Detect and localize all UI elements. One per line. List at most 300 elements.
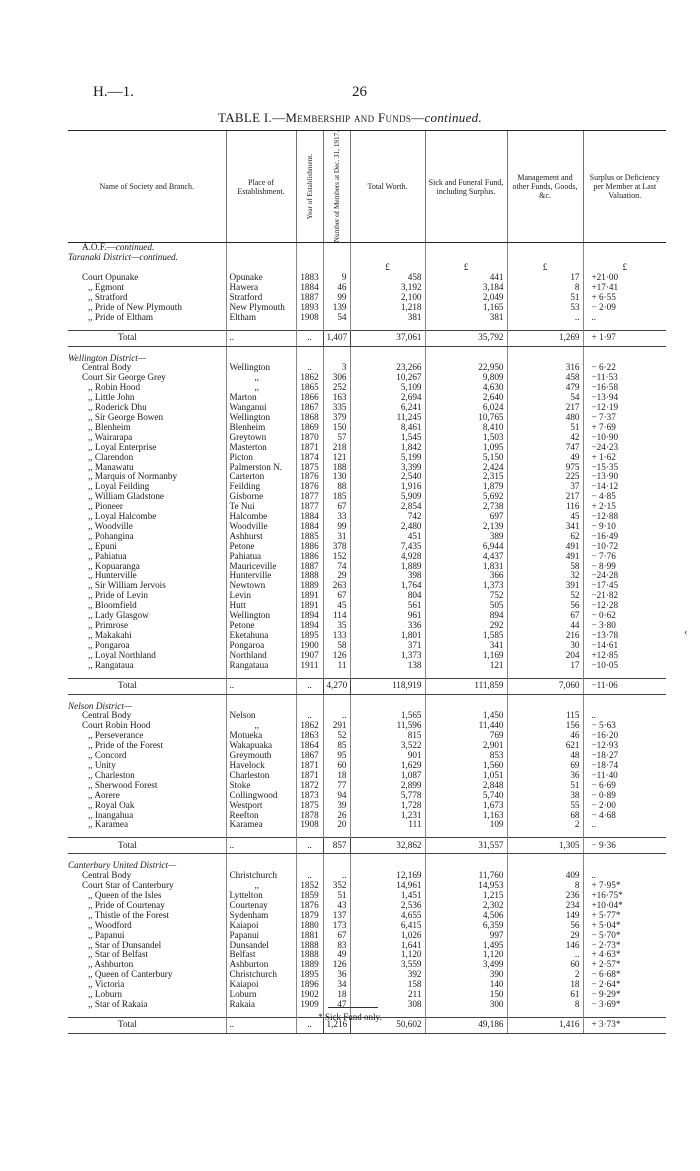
mgmt-value: 146 <box>565 940 580 950</box>
mgmt-value: 491 <box>565 551 580 561</box>
sick-value: 11,760 <box>478 871 504 881</box>
sick-value: 9,809 <box>482 373 504 383</box>
name-value: ,, Pride of the Forest <box>88 741 164 751</box>
name-value: ,, Star of Rakaia <box>88 1000 148 1009</box>
name-cell <box>68 512 226 522</box>
surplus-value: − 0·89 <box>591 790 616 800</box>
year-cell <box>296 303 323 313</box>
members-value: 54 <box>337 312 347 322</box>
name-cell <box>68 960 226 970</box>
year-cell <box>296 960 323 970</box>
year-cell <box>296 413 323 423</box>
place-value: Levin <box>229 591 251 601</box>
members-value: 34 <box>337 980 347 990</box>
sick-value: 6,024 <box>482 403 504 413</box>
surplus-value: − 2·73* <box>591 940 621 950</box>
sick-cell <box>425 453 507 463</box>
table-row <box>68 383 666 393</box>
mgmt-value: 1,269 <box>558 332 580 343</box>
empty-cell <box>296 243 323 253</box>
members-cell <box>323 413 350 423</box>
empty-cell <box>350 671 425 679</box>
name-value: ,, Loyal Halcombe <box>88 512 157 522</box>
table-row <box>68 791 666 801</box>
sick-value: 22,950 <box>478 363 504 373</box>
members-value: 130 <box>332 472 347 482</box>
surplus-value: −18·27 <box>591 751 619 761</box>
surplus-value: + 6·55 <box>591 292 616 302</box>
mgmt-cell <box>507 791 583 801</box>
surplus-value: −11·06 <box>591 680 618 691</box>
table-row <box>68 373 666 383</box>
empty-cell <box>507 323 583 331</box>
place-value: .. <box>229 332 235 343</box>
place-cell <box>226 711 296 721</box>
place-value: Motueka <box>229 731 263 741</box>
worth-cell <box>350 791 425 801</box>
name-value: Total <box>118 1019 137 1030</box>
sick-value: 111,859 <box>474 680 504 691</box>
table-row <box>68 273 666 283</box>
empty-cell <box>583 323 666 331</box>
mgmt-value: 747 <box>565 442 580 452</box>
members-value: 33 <box>337 512 347 522</box>
surplus-value: − 4·85 <box>591 492 616 502</box>
sick-value: 1,503 <box>482 432 504 442</box>
surplus-cell <box>583 950 666 960</box>
empty-cell <box>350 243 425 253</box>
sick-value: 3,499 <box>482 960 504 970</box>
place-value: Marton <box>229 393 257 403</box>
surplus-cell <box>583 363 666 373</box>
surplus-cell <box>583 751 666 761</box>
place-value: ,, <box>254 881 260 891</box>
sick-cell <box>425 781 507 791</box>
name-cell <box>68 801 226 811</box>
mgmt-cell <box>507 980 583 990</box>
surplus-cell <box>583 393 666 403</box>
worth-value: 1,231 <box>400 810 422 820</box>
sick-cell <box>425 502 507 512</box>
sick-cell <box>425 571 507 581</box>
mgmt-value: .. <box>574 312 580 322</box>
year-cell <box>296 453 323 463</box>
surplus-value: − 5·70* <box>591 930 621 940</box>
name-value: ,, Pride of New Plymouth <box>88 302 182 312</box>
total-worth-cell <box>350 838 425 854</box>
worth-cell <box>350 463 425 473</box>
mgmt-cell <box>507 921 583 931</box>
place-cell <box>226 911 296 921</box>
total-surplus-cell <box>583 330 666 346</box>
name-value: ,, Hunterville <box>88 571 137 581</box>
mgmt-cell <box>507 293 583 303</box>
surplus-value: − 3·80 <box>591 621 616 630</box>
place-cell <box>226 363 296 373</box>
place-value: Petone <box>229 541 255 551</box>
total-place-cell <box>226 678 296 694</box>
members-value: 857 <box>332 839 347 850</box>
worth-value: 2,540 <box>400 472 422 482</box>
place-cell <box>226 283 296 293</box>
sick-value: 1,051 <box>482 770 504 780</box>
surplus-value: + 2·15 <box>591 502 616 512</box>
mgmt-value: 30 <box>570 640 580 650</box>
sick-cell <box>425 293 507 303</box>
empty-cell <box>507 346 583 354</box>
total-surplus-cell <box>583 678 666 694</box>
empty-cell <box>425 702 507 712</box>
surplus-cell <box>583 1000 666 1010</box>
year-value: 1852 <box>300 881 319 891</box>
year-cell <box>296 950 323 960</box>
surplus-cell <box>583 293 666 303</box>
surplus-cell <box>583 781 666 791</box>
place-value: ,, <box>254 721 260 731</box>
sick-cell <box>425 611 507 621</box>
place-cell <box>226 781 296 791</box>
empty-cell <box>226 830 296 838</box>
empty-cell <box>323 323 350 331</box>
total-sick-cell <box>425 330 507 346</box>
heading-society: A.O.F.— <box>82 242 116 253</box>
worth-cell <box>350 721 425 731</box>
members-value: 185 <box>332 492 347 502</box>
mgmt-value: 67 <box>570 611 580 621</box>
surplus-cell <box>583 383 666 393</box>
sick-cell <box>425 931 507 941</box>
year-cell <box>296 611 323 621</box>
year-cell <box>296 423 323 433</box>
empty-cell <box>350 323 425 331</box>
place-cell <box>226 820 296 830</box>
surplus-value: −14·12 <box>591 482 619 492</box>
year-value: 1894 <box>300 611 319 621</box>
year-cell <box>296 751 323 761</box>
members-value: 139 <box>332 302 347 312</box>
worth-cell <box>350 502 425 512</box>
unit-mgmt: £ <box>507 263 583 273</box>
mgmt-cell <box>507 641 583 651</box>
surplus-cell <box>583 571 666 581</box>
mgmt-value: 409 <box>565 871 580 881</box>
surplus-value: −16·49 <box>591 531 619 541</box>
year-value: 1876 <box>300 900 319 910</box>
worth-value: 961 <box>407 611 422 621</box>
place-cell <box>226 403 296 413</box>
members-value: 74 <box>337 561 347 571</box>
mgmt-value: 204 <box>565 650 580 660</box>
members-value: 43 <box>337 900 347 910</box>
mgmt-value: 2 <box>574 970 580 980</box>
sick-cell <box>425 443 507 453</box>
table-row <box>68 901 666 911</box>
surplus-cell <box>583 601 666 611</box>
worth-value: 1,565 <box>400 711 422 721</box>
year-value: 1869 <box>300 422 319 432</box>
surplus-value: −10·90 <box>591 432 619 442</box>
empty-cell <box>226 671 296 679</box>
mgmt-value: 38 <box>570 790 580 800</box>
members-value: 379 <box>332 412 347 422</box>
surplus-cell <box>583 721 666 731</box>
sick-cell <box>425 463 507 473</box>
place-cell <box>226 871 296 881</box>
surplus-cell <box>583 731 666 741</box>
empty-cell <box>507 243 583 253</box>
year-value: 1862 <box>300 721 319 731</box>
mgmt-value: 2 <box>574 820 580 830</box>
name-cell <box>68 502 226 512</box>
sick-value: 2,315 <box>482 472 504 482</box>
place-value: Wellington <box>229 611 271 621</box>
worth-value: 392 <box>407 970 422 980</box>
sick-value: 2,848 <box>482 780 504 790</box>
worth-cell <box>350 423 425 433</box>
name-value: ,, Blenheim <box>88 422 131 432</box>
place-cell <box>226 1000 296 1010</box>
worth-cell <box>350 283 425 293</box>
place-value: .. <box>229 1019 235 1030</box>
mgmt-cell <box>507 891 583 901</box>
table-title-main: Membership and Funds— <box>285 110 425 125</box>
table-title <box>0 110 700 126</box>
table-row <box>68 651 666 661</box>
sick-value: 697 <box>489 512 504 522</box>
year-value: 1895 <box>300 630 319 640</box>
empty-cell <box>583 354 666 364</box>
surplus-value: +12·85 <box>591 650 619 660</box>
sick-value: 5,692 <box>482 492 504 502</box>
members-cell <box>323 771 350 781</box>
mgmt-cell <box>507 313 583 323</box>
place-cell <box>226 591 296 601</box>
worth-cell <box>350 591 425 601</box>
sick-value: 109 <box>489 820 504 830</box>
place-cell <box>226 901 296 911</box>
worth-cell <box>350 313 425 323</box>
year-cell <box>296 283 323 293</box>
empty-cell <box>226 346 296 354</box>
mgmt-cell <box>507 373 583 383</box>
mgmt-cell <box>507 661 583 671</box>
year-cell <box>296 273 323 283</box>
sick-cell <box>425 741 507 751</box>
mgmt-cell <box>507 482 583 492</box>
place-value: Westport <box>229 800 263 810</box>
mgmt-cell <box>507 950 583 960</box>
spacer-row <box>68 323 666 331</box>
surplus-value: − 6·68* <box>591 970 621 980</box>
year-value: 1907 <box>300 650 319 660</box>
worth-value: 111 <box>408 820 422 830</box>
place-cell <box>226 751 296 761</box>
name-cell <box>68 741 226 751</box>
year-cell <box>296 532 323 542</box>
sick-cell <box>425 891 507 901</box>
year-value: 1880 <box>300 920 319 930</box>
sick-value: 1,169 <box>482 650 504 660</box>
mgmt-cell <box>507 621 583 631</box>
empty-cell <box>68 854 226 862</box>
place-value: Ashburton <box>229 960 269 970</box>
sick-cell <box>425 791 507 801</box>
year-value: 1876 <box>300 482 319 492</box>
year-value: 1871 <box>300 760 319 770</box>
table-row <box>68 492 666 502</box>
surplus-cell <box>583 443 666 453</box>
mgmt-cell <box>507 562 583 572</box>
year-value: 1909 <box>300 1000 319 1009</box>
place-cell <box>226 482 296 492</box>
sick-cell <box>425 751 507 761</box>
members-cell <box>323 562 350 572</box>
sick-value: 997 <box>489 930 504 940</box>
table-row <box>68 532 666 542</box>
name-value: ,, Kopuaranga <box>88 561 140 571</box>
surplus-cell <box>583 283 666 293</box>
members-cell <box>323 811 350 821</box>
table-row <box>68 562 666 572</box>
place-cell <box>226 293 296 303</box>
sick-cell <box>425 651 507 661</box>
worth-value: 37,061 <box>396 332 422 343</box>
heading-continued: continued. <box>115 242 155 253</box>
year-cell <box>296 571 323 581</box>
surplus-cell <box>583 931 666 941</box>
worth-cell <box>350 820 425 830</box>
members-cell <box>323 363 350 373</box>
sick-value: 6,359 <box>482 920 504 930</box>
name-value: ,, Wairarapa <box>88 432 133 442</box>
worth-value: 3,399 <box>400 462 422 472</box>
surplus-value: −18·74 <box>591 760 619 770</box>
members-value: 95 <box>337 751 347 761</box>
empty-cell <box>425 354 507 364</box>
place-value: Masterton <box>229 442 267 452</box>
year-value: .. <box>307 680 312 691</box>
sick-value: 2,139 <box>482 521 504 531</box>
place-cell <box>226 542 296 552</box>
sick-value: 2,640 <box>482 393 504 403</box>
members-value: 47 <box>337 1000 347 1009</box>
place-cell <box>226 413 296 423</box>
year-cell <box>296 433 323 443</box>
year-value: 1888 <box>300 940 319 950</box>
worth-value: 23,266 <box>396 363 422 373</box>
sick-cell <box>425 423 507 433</box>
surplus-cell <box>583 273 666 283</box>
worth-value: 1,218 <box>400 302 422 312</box>
mgmt-value: 149 <box>565 910 580 920</box>
members-value: 67 <box>337 502 347 512</box>
name-cell <box>68 771 226 781</box>
sick-cell <box>425 960 507 970</box>
place-cell <box>226 801 296 811</box>
mgmt-cell <box>507 871 583 881</box>
year-value: 1888 <box>300 950 319 960</box>
surplus-value: −12·93 <box>591 741 619 751</box>
mgmt-cell <box>507 522 583 532</box>
members-cell <box>323 552 350 562</box>
total-row <box>68 330 666 346</box>
surplus-value: − 9·10 <box>591 521 616 531</box>
year-cell <box>296 771 323 781</box>
place-value: Karamea <box>229 820 263 830</box>
surplus-cell <box>583 562 666 572</box>
place-value: Stratford <box>229 292 263 302</box>
sick-value: 300 <box>489 1000 504 1009</box>
total-sick-cell <box>425 838 507 854</box>
mgmt-value: 1,416 <box>558 1019 580 1030</box>
name-cell <box>68 631 226 641</box>
name-value: Central Body <box>82 871 132 881</box>
members-cell <box>323 921 350 931</box>
members-cell <box>323 1000 350 1010</box>
empty-cell <box>350 861 425 871</box>
empty-cell <box>583 702 666 712</box>
members-value: 83 <box>337 940 347 950</box>
surplus-value: + 4·63* <box>591 950 621 960</box>
sick-cell <box>425 482 507 492</box>
empty-cell <box>425 323 507 331</box>
year-value: 1867 <box>300 751 319 761</box>
name-value: ,, Pongaroa <box>88 640 130 650</box>
year-value: 1908 <box>300 820 319 830</box>
sick-value: 1,495 <box>482 940 504 950</box>
worth-cell <box>350 771 425 781</box>
place-cell <box>226 562 296 572</box>
worth-value: 381 <box>407 312 422 322</box>
name-cell <box>68 950 226 960</box>
mgmt-value: 56 <box>570 920 580 930</box>
mgmt-cell <box>507 581 583 591</box>
year-value: 1878 <box>300 810 319 820</box>
name-value: ,, Makakahi <box>88 630 132 640</box>
empty-cell <box>226 263 296 273</box>
worth-cell <box>350 631 425 641</box>
col-header-worth: Total Worth. <box>350 131 425 243</box>
surplus-value: − 7·37 <box>591 412 616 422</box>
name-value: ,, Primrose <box>88 621 129 630</box>
mgmt-value: 316 <box>565 363 580 373</box>
mgmt-value: 29 <box>570 930 580 940</box>
place-value: Feilding <box>229 482 261 492</box>
mgmt-value: 480 <box>565 412 580 422</box>
table-row <box>68 661 666 671</box>
mgmt-value: 32 <box>570 571 580 581</box>
worth-value: 1,889 <box>400 561 422 571</box>
worth-cell <box>350 881 425 891</box>
members-value: 49 <box>337 950 347 960</box>
sick-value: 1,831 <box>482 561 504 571</box>
worth-value: 11,245 <box>396 412 422 422</box>
year-cell <box>296 591 323 601</box>
sick-value: 366 <box>489 571 504 581</box>
members-value: 173 <box>332 920 347 930</box>
name-value: ,, Roderick Dhu <box>88 403 147 413</box>
place-cell <box>226 463 296 473</box>
surplus-cell <box>583 960 666 970</box>
year-value: .. <box>307 871 312 881</box>
sick-value: 150 <box>489 990 504 1000</box>
year-value: 1871 <box>300 442 319 452</box>
name-cell <box>68 931 226 941</box>
empty-cell <box>507 702 583 712</box>
mgmt-cell <box>507 273 583 283</box>
place-value: Hunterville <box>229 571 272 581</box>
empty-cell <box>68 830 226 838</box>
